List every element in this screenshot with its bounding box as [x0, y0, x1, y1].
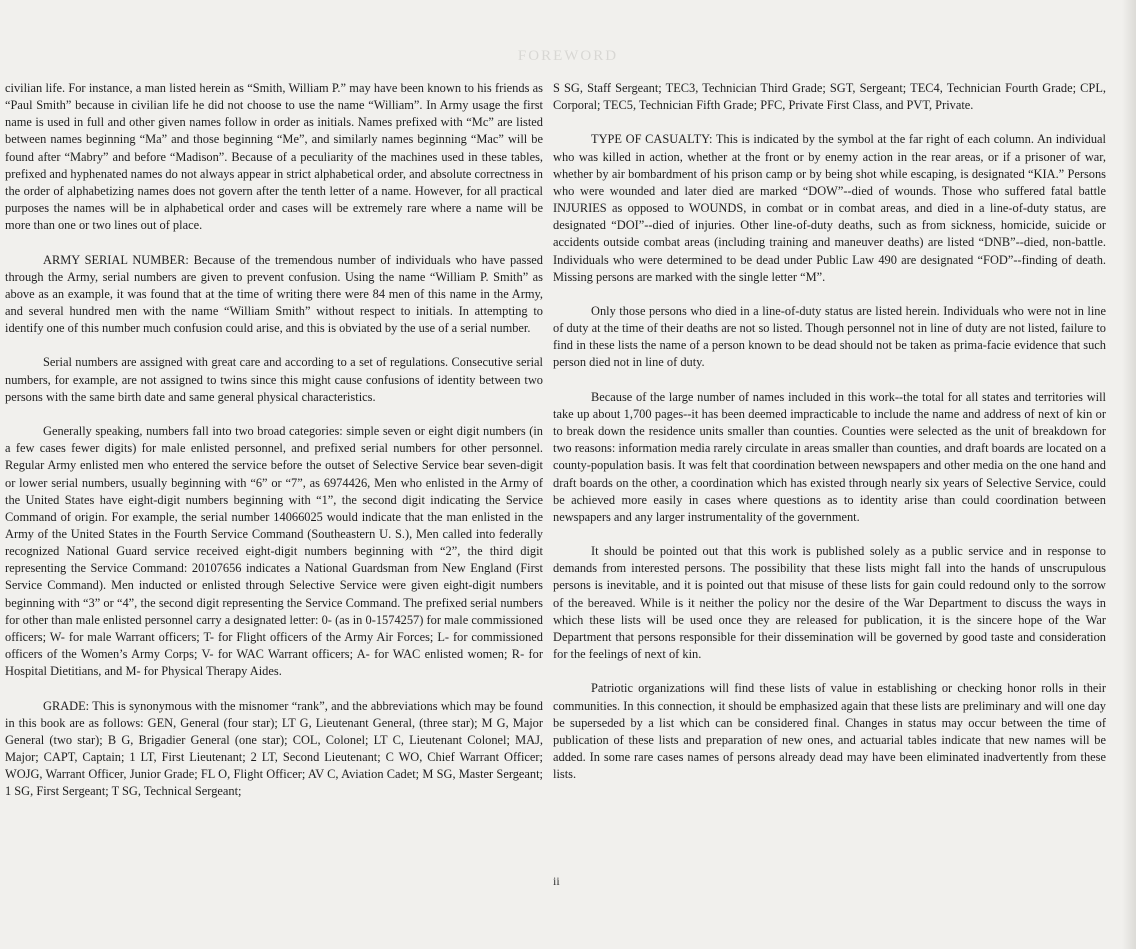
- paragraph-grade: GRADE: This is synonymous with the misnomer “rank”, and the abbreviations which may be found in this book are as follows: GEN, General (four star); LT G, Lieutenant General, (three star); M G, Major General (two star); B G, Brigadier General (one star); COL, Colonel; LT C, Lieutenant Colonel; MAJ, Major; CAPT, Captain; 1 LT, First Lieutenant; 2 LT, Second Lieutenant; C WO, Chief Warrant Officer; WOJG, Warrant Officer, Junior Grade; FL O, Flight Officer; AV C, Aviation Cadet; M SG, Master Sergeant; 1 SG, First Sergeant; T SG, Technical Sergeant;: [5, 698, 543, 799]
- paragraph-counties: Because of the large number of names included in this work--the total for all states and territories will take up about 1,700 pages--it has been deemed impracticable to include the name and address of next of kin or to break down the residence units smaller than counties. Counties were selected as the unit of breakdown for two reasons: information media rarely circulate in areas smaller than counties, and draft boards are located on a county-population basis. It was felt that coordination between newspapers and other media on the one hand and draft boards on the other, a coordination which has existed through nearly six years of Selective Service, could be achieved more easily in cases where questions as to identity arise than could coordination between newspapers and any larger instrumentality of the government.: [553, 389, 1106, 524]
- paragraph-grade-continued: S SG, Staff Sergeant; TEC3, Technician Third Grade; SGT, Sergeant; TEC4, Technician Fourth Grade; CPL, Corporal; TEC5, Technician Fifth Grade; PFC, Private First Class, and PVT, Private.: [553, 81, 1106, 113]
- page-edge-shadow: [1122, 0, 1136, 949]
- paragraph-line-of-duty: Only those persons who died in a line-of-duty status are listed herein. Individuals who were not in line of duty at the time of their deaths are not so listed. Though personnel not in line of duty are not listed, failure to find in these lists the name of a person known to be dead should not be taken as prima-facie evidence that such person died not in line of duty.: [553, 304, 1106, 370]
- bleed-through-title: FOREWORD: [517, 48, 619, 64]
- right-column: [553, 80, 1106, 783]
- paragraph-civilian-names: civilian life. For instance, a man listed herein as “Smith, William P.” may have been known to his friends as “Paul Smith” because in civilian life he did not choose to use the name “William”. In Army usage the first name is used in full and other given names follow in order as initials. Names prefixed with “Mc” are listed between names beginning “Ma” and those beginning “Me”, and similarly names beginning “Mac” will be found after “Mabry” and before “Madison”. Because of a peculiarity of the machines used in these tables, prefixed and hyphenated names do not always appear in strict alphabetical order, and absolute correctness in the order of alphabetizing names does not govern after the tenth letter of a name. However, for all practical purposes the names will be in alphabetical order and cases will be extremely rare where a name will be more than one or two lines out of place.: [5, 81, 543, 233]
- paragraph-public-service: It should be pointed out that this work is published solely as a public service and in response to demands from interested persons. The possibility that these lists might fall into the hands of unscrupulous persons is inevitable, and it is pointed out that misuse of these lists for gain could redound only to the sorrow of the bereaved. While is it neither the policy nor the desire of the War Department to discuss the ways in which these lists will be used once they are released for publication, it is the sincere hope of the War Department that persons responsible for their dissemination will be governed by good taste and consideration for the feelings of next of kin.: [553, 544, 1106, 662]
- paragraph-patriotic-organizations: Patriotic organizations will find these lists of value in establishing or checking honor rolls in their communities. In this connection, it should be emphasized again that these lists are preliminary and will one day be superseded by a list which can be considered final. Changes in status may occur between the time of publication of these lists and preparation of new ones, and actuarial tables indicate that new names will be added. In some rare cases names of persons already dead may have been eliminated inadvertently from these lists.: [553, 681, 1106, 782]
- paragraph-army-serial-number: ARMY SERIAL NUMBER: Because of the tremendous number of individuals who have passed through the Army, serial numbers are given to prevent confusion. Using the name “William P. Smith” as above as an example, it was found that at the time of writing there were 84 men of this name in the Army, and several hundred men with the name “William Smith” without respect to initials. In attempting to identify one of this number much confusion could arise, and this is obviated by the use of a serial number.: [5, 252, 543, 336]
- paragraph-serial-regulations: Serial numbers are assigned with great care and according to a set of regulations. Consecutive serial numbers, for example, are not assigned to twins since this might cause confusions of identity between two persons with the same birth date and same general physical characteristics.: [5, 355, 543, 404]
- paragraph-serial-categories: Generally speaking, numbers fall into two broad categories: simple seven or eight digit numbers (in a few cases fewer digits) for male enlisted personnel, and prefixed serial numbers for other personnel. Regular Army enlisted men who entered the service before the outset of Selective Service bear seven-digit or lower serial numbers, usually beginning with “6” or “7”, as 6974426, Men who enlisted in the Army of the United States have eight-digit numbers beginning with “1”, the second digit indicating the Service Command of origin. For example, the serial number 14066025 would indicate that the man enlisted in the Army of the United States in the Fourth Service Command (Southeastern U. S.), Men called into federally recognized National Guard service received eight-digit numbers beginning with “2”, the third digit representing the Service Command: 20107656 indicates a National Guardsman from New England (First Service Command). Men inducted or enlisted through Selective Service were given eight-digit numbers beginning with “3” or “4”, the second digit representing the Service Command. The prefixed serial numbers for other than male enlisted personnel carry a designated letter: 0- (as in 0-1574257) for male commissioned officers; W- for male Warrant officers; T- for Flight officers of the Army Air Forces; L- for commissioned officers of the Women’s Army Corps; V- for WAC Warrant officers; A- for WAC enlisted women; R- for Hospital Dietitians, and M- for Physical Therapy Aides.: [5, 424, 543, 679]
- paragraph-type-of-casualty: TYPE OF CASUALTY: This is indicated by the symbol at the far right of each column. An individual who was killed in action, whether at the front or by enemy action in the rear areas, or if a prisoner of war, whether by air bombardment of his prison camp or by being shot while escaping, is designated “KIA.” Persons who were wounded and later died are marked “DOW”--died of wounds. Those who suffered fatal battle INJURIES as opposed to WOUNDS, in combat or in combat areas, and died in a line-of-duty status, are designated “DOI”--died of injuries. Other line-of-duty deaths, such as from sickness, homicide, suicide or accidents outside combat areas (including training and maneuver deaths) are listed “DNB”--died, non-battle. Individuals who were determined to be dead under Public Law 490 are designated “FOD”--finding of death. Missing persons are marked with the single letter “M”.: [553, 132, 1106, 284]
- left-column: [5, 80, 543, 801]
- page-number: ii: [553, 874, 560, 888]
